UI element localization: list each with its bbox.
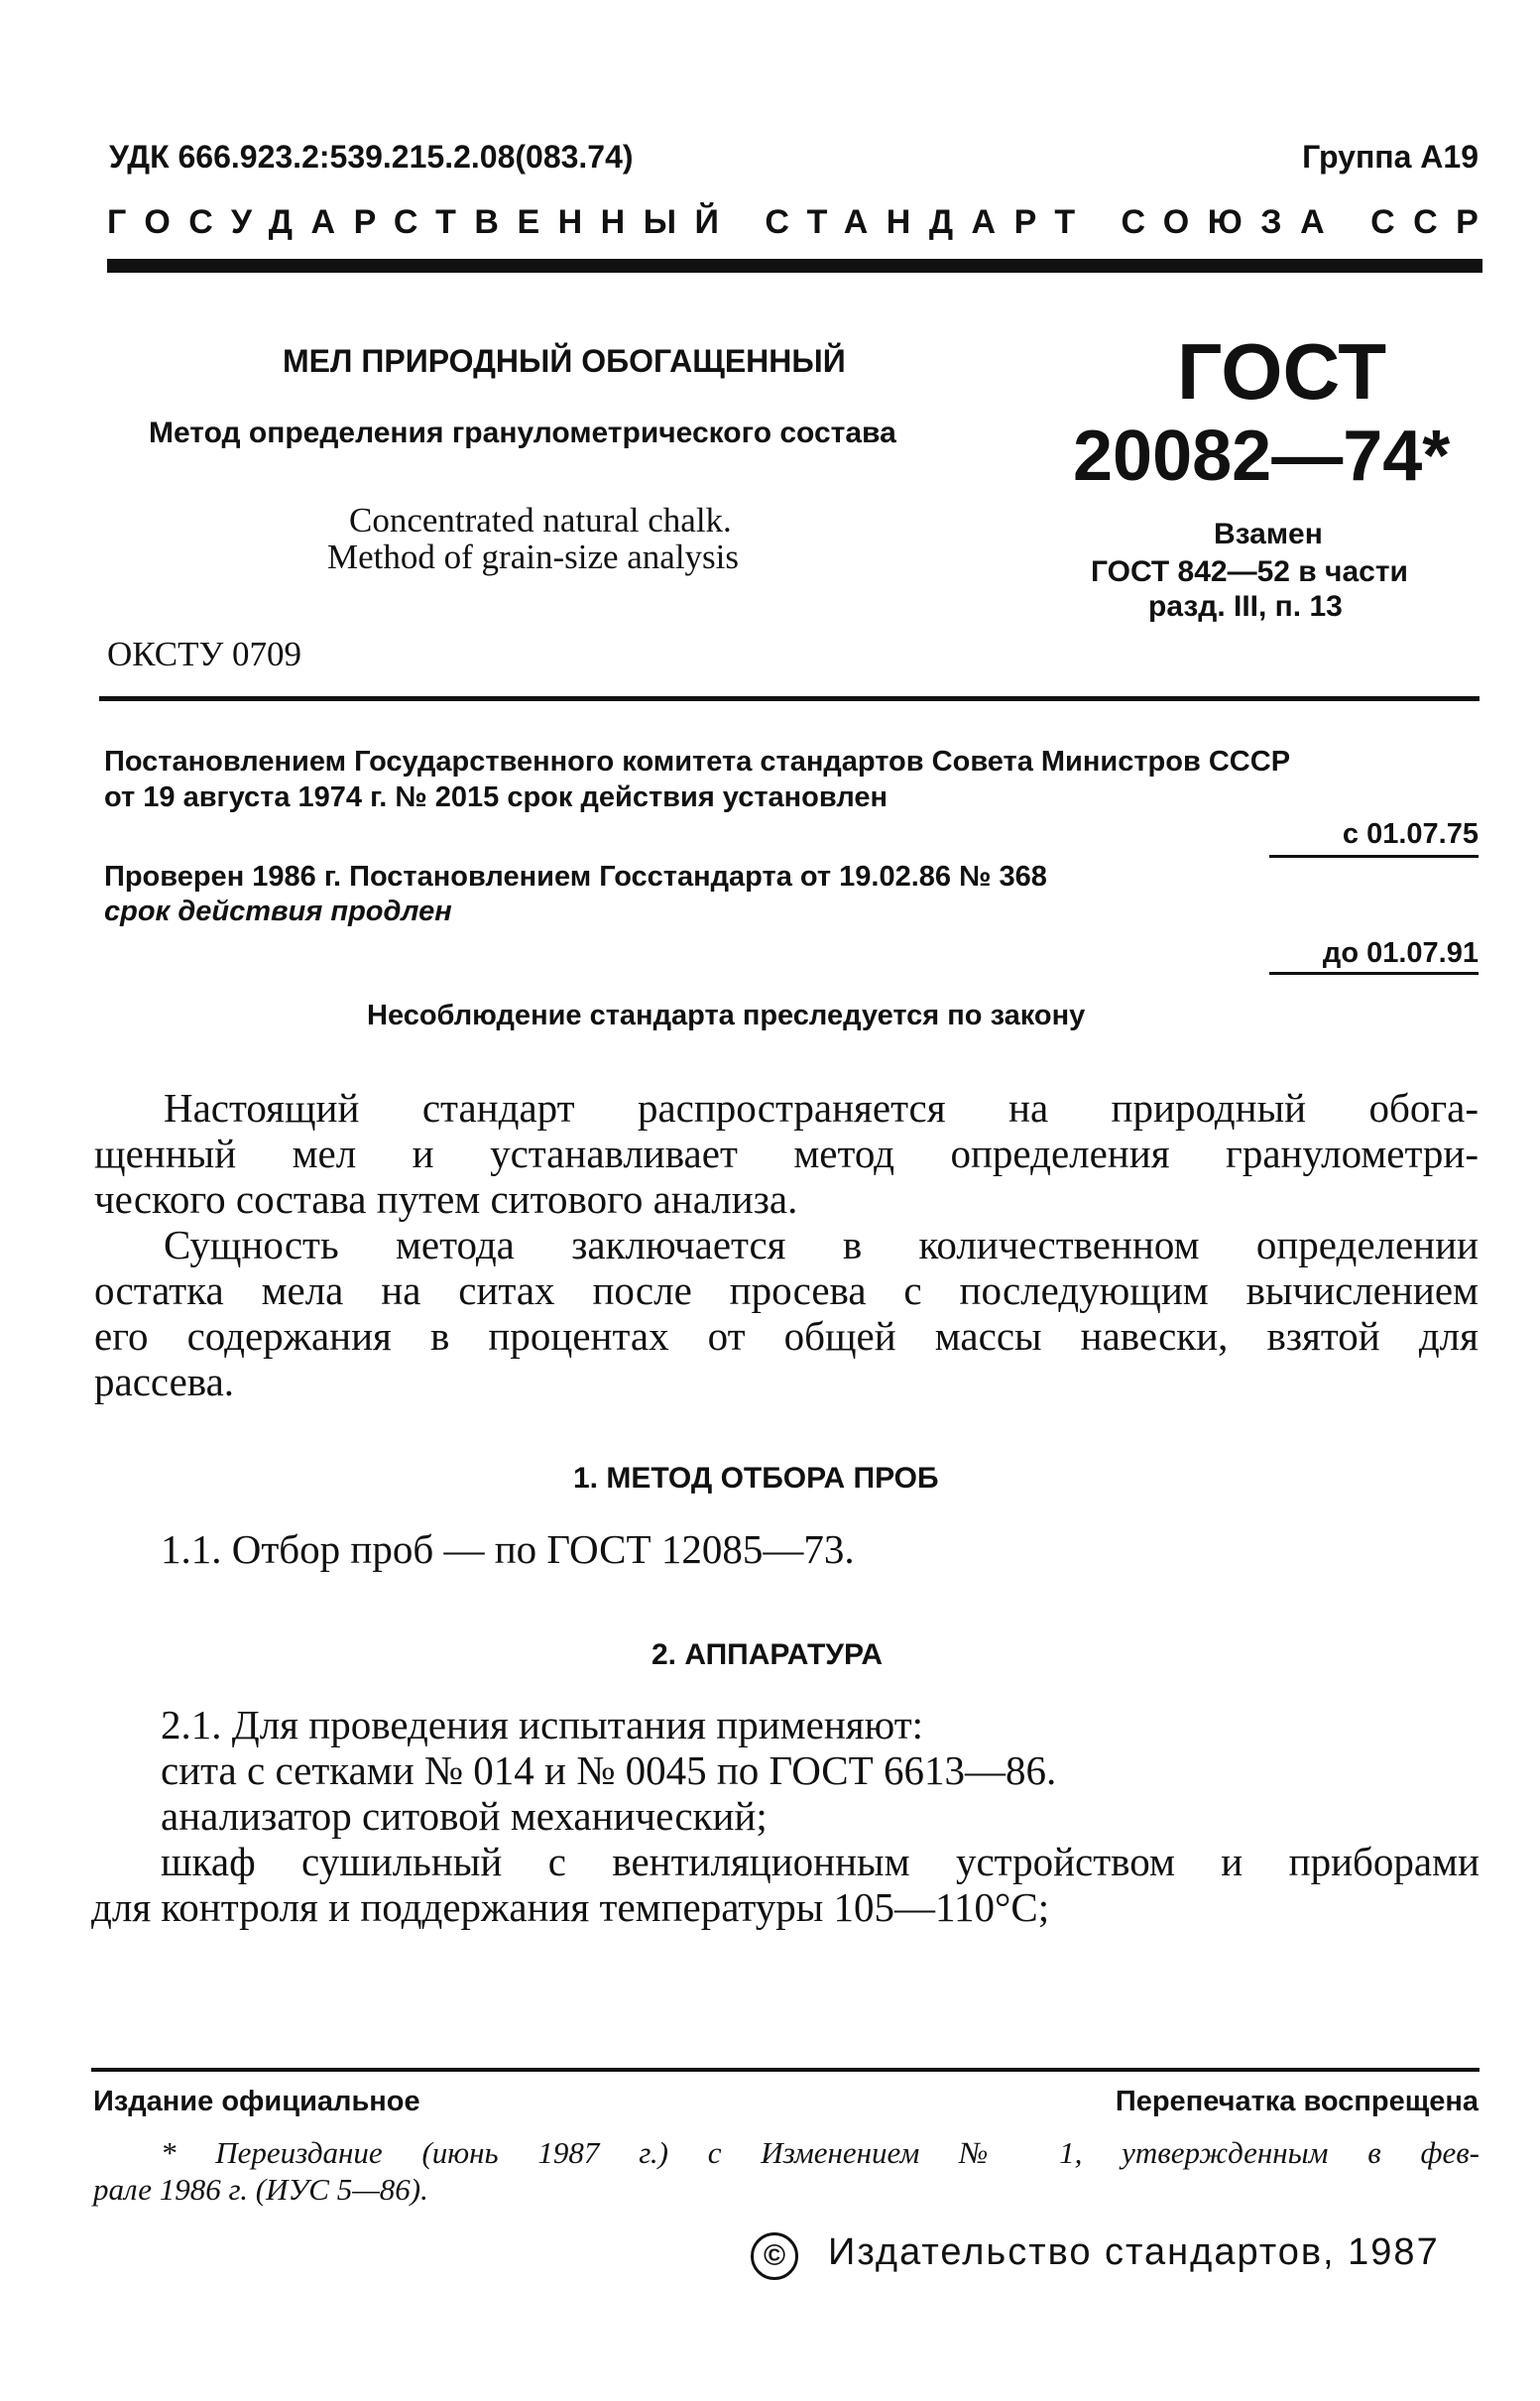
date-effective: с 01.07.75	[1342, 818, 1479, 850]
official-edition: Издание официальное	[93, 2086, 420, 2117]
section-2-heading: 2. АППАРАТУРА	[652, 1638, 883, 1671]
text-line: анализатор ситовой механический;	[161, 1793, 768, 1839]
title-en-line1: Concentrated natural chalk.	[349, 501, 732, 540]
text-line: щенный мел и устанавливает метод определения гранулометри-	[94, 1131, 1479, 1176]
decree-line1: Постановлением Государственного комитета стандартов Совета Министров СССР	[104, 746, 1291, 778]
title-rule	[99, 696, 1480, 701]
intro-paragraph-2	[94, 1222, 1479, 1404]
decree-line2: от 19 августа 1974 г. № 2015 срок действия установлен	[104, 781, 888, 813]
checked-line1: Проверен 1986 г. Постановлением Госстандарта от 19.02.86 № 368	[104, 861, 1047, 893]
text-line: для контроля и поддержания температуры 105—110°C;	[91, 1884, 1050, 1930]
copyright-icon	[751, 2232, 798, 2280]
reprint-prohibited: Перепечатка воспрещена	[1115, 2086, 1479, 2117]
replaces-standard: ГОСТ 842—52 в части	[1091, 555, 1408, 588]
section-2-body	[91, 1702, 1480, 1930]
law-warning: Несоблюдение стандарта преследуется по закону	[367, 1000, 1086, 1031]
text-line: сита с сетками № 014 и № 0045 по ГОСТ 6613—86.	[161, 1747, 1057, 1793]
header-thick-rule	[107, 259, 1482, 273]
date-extended-rule	[1269, 972, 1479, 975]
date-extended: до 01.07.91	[1322, 937, 1479, 969]
title-en-line2: Method of grain-size analysis	[327, 538, 740, 576]
text-line: остатка мела на ситах после просева с последующим вычислением	[94, 1267, 1479, 1313]
banner-title: ГОСУДАРСТВЕННЫЙ СТАНДАРТ СОЮЗА ССР	[107, 203, 1497, 241]
udk-code: УДК 666.923.2:539.215.2.08(083.74)	[109, 139, 634, 175]
text-line: его содержания в процентах от общей массы навески, взятой для	[94, 1313, 1479, 1359]
title-sub: Метод определения гранулометрического состава	[149, 417, 896, 449]
section-1-text: 1.1. Отбор проб — по ГОСТ 12085—73.	[161, 1526, 855, 1572]
text-line: Настоящий стандарт распространяется на природный обога-	[164, 1085, 1479, 1131]
reissue-note-line2: рале 1986 г. (ИУС 5—86).	[93, 2172, 428, 2207]
reissue-note-line1: * Переиздание (июнь 1987 г.) с Изменением № 1, утвержденным в фев-	[161, 2135, 1480, 2170]
footer-rule	[91, 2068, 1480, 2072]
text-line: шкаф сушильный с вентиляционным устройством и приборами	[161, 1839, 1480, 1884]
gost-label: ГОСТ	[1177, 327, 1387, 416]
title-main: МЕЛ ПРИРОДНЫЙ ОБОГАЩЕННЫЙ	[283, 343, 846, 379]
text-line: рассева.	[94, 1359, 235, 1404]
text-line: 2.1. Для проведения испытания применяют:	[161, 1702, 924, 1747]
checked-line2: срок действия продлен	[104, 896, 452, 927]
replaces-section: разд. III, п. 13	[1148, 590, 1343, 623]
group-code: Группа А19	[1302, 139, 1479, 175]
text-line: Сущность метода заключается в количественном определении	[164, 1222, 1479, 1267]
intro-paragraph-1	[94, 1085, 1479, 1222]
section-1-heading: 1. МЕТОД ОТБОРА ПРОБ	[573, 1462, 939, 1495]
text-line: ческого состава путем ситового анализа.	[94, 1176, 798, 1222]
okstu-code: ОКСТУ 0709	[107, 635, 302, 673]
copyright-letter: ©	[763, 2239, 786, 2272]
date-effective-rule	[1269, 855, 1479, 858]
replaces-label: Взамен	[1214, 518, 1323, 550]
gost-number: 20082—74*	[1073, 417, 1451, 496]
publisher-line: Издательство стандартов, 1987	[828, 2231, 1440, 2273]
